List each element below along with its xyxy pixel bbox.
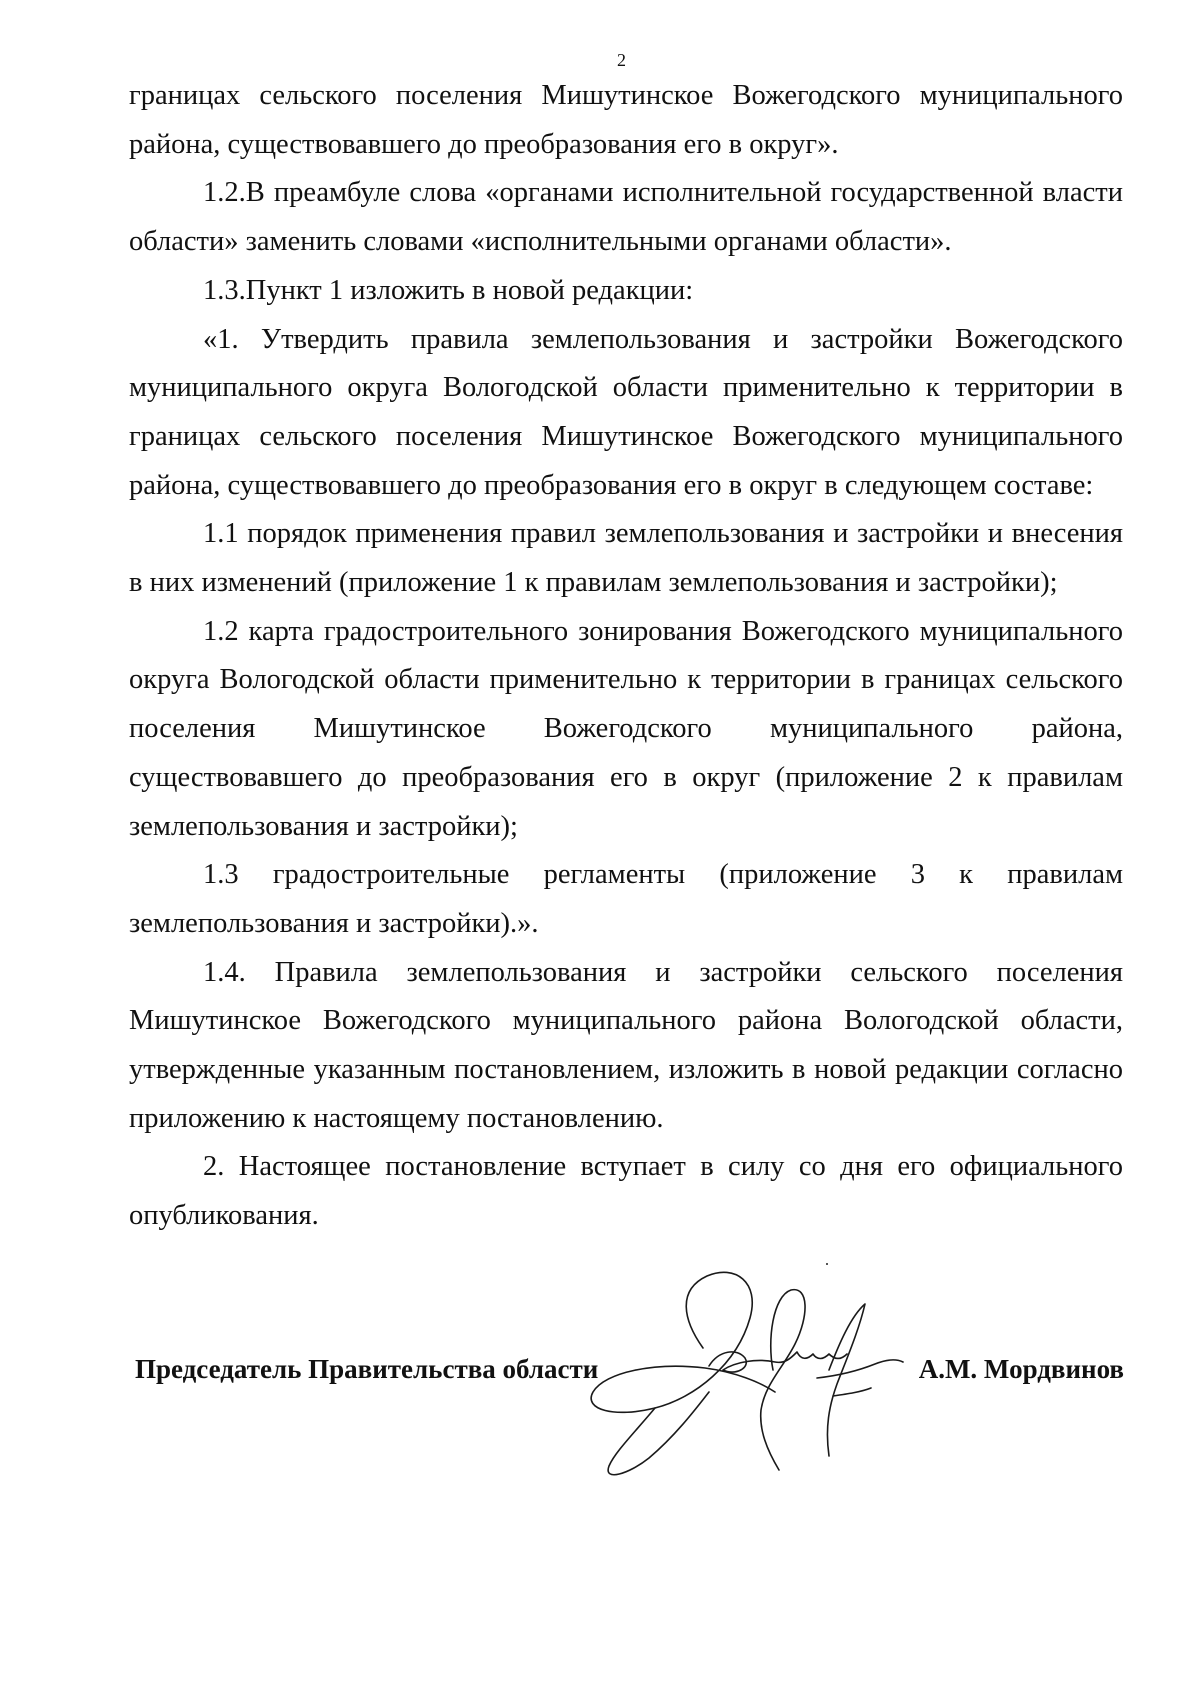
signatory-position: Председатель Правительства области	[135, 1354, 599, 1384]
paragraph-new-1-1: 1.1 порядок применения правил землепользования и застройки и внесения в них изменений (приложение 1 к правилам землепользования и застройки);	[129, 518, 1123, 599]
page-number: 2	[617, 50, 626, 70]
paragraph-2: 2. Настоящее постановление вступает в силу со дня его официального опубликования.	[129, 1151, 1123, 1232]
document-body	[129, 72, 1123, 1241]
paragraph-new-1-3: 1.3 градостроительные регламенты (приложение 3 к правилам землепользования и застройки).».	[129, 859, 1123, 939]
paragraph-continuation: границах сельского поселения Мишутинское Вожегодского муниципального района, существовавшего до преобразования его в округ».	[129, 80, 1123, 160]
paragraph-new-1-2: 1.2 карта градостроительного зонирования Вожегодского муниципального округа Вологодской области применительно к территории в границах сельского поселения Мишутинское Вожегодского муниципального района, существовавшего до преобразования его в округ (приложение 2 к правилам землепользования и застройки);	[129, 615, 1123, 842]
paragraph-1-2: 1.2.В преамбуле слова «органами исполнительной государственной власти области» заменить словами «исполнительными органами области».	[129, 177, 1123, 258]
signatory-name: А.М. Мордвинов	[918, 1354, 1124, 1384]
paragraph-1-4: 1.4. Правила землепользования и застройки сельского поселения Мишутинское Вожегодского муниципального района Вологодской области, утвержденные указанным постановлением, изложить в новой редакции согласно приложению к настоящему постановлению.	[129, 956, 1123, 1134]
handwritten-signature	[585, 1260, 925, 1490]
paragraph-new-item-1: «1. Утвердить правила землепользования и застройки Вожегодского муниципального округа Вологодской области применительно к территории в границах сельского поселения Мишутинское Вожегодского муниципального района, существовавшего до преобразования его в округ в следующем составе:	[129, 323, 1123, 501]
paragraph-1-3: 1.3.Пункт 1 изложить в новой редакции:	[203, 274, 694, 306]
